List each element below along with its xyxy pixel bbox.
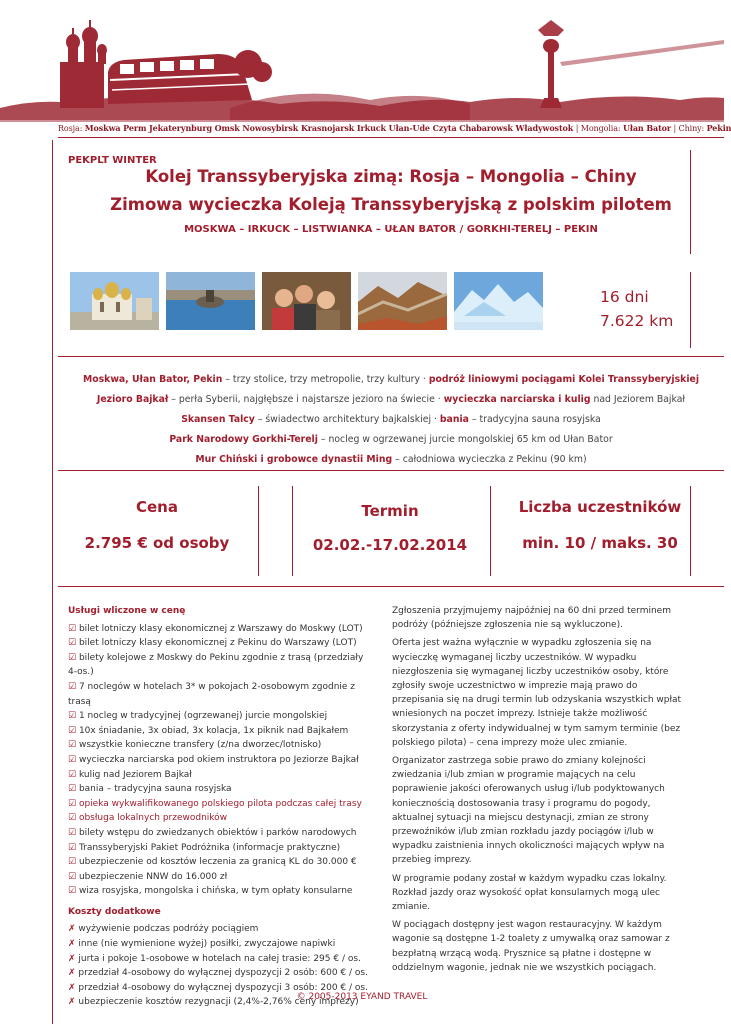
checkbox-icon: ☑	[68, 784, 77, 795]
footer-copyright: © 2005-2013 EYAND TRAVEL	[296, 992, 428, 1002]
included-item-text: bilety kolejowe z Moskwy do Pekinu zgodnie z trasą (przedziały 4-os.)	[68, 652, 364, 678]
services-column	[68, 604, 368, 1010]
terms-paragraph: Organizator zastrzega sobie prawo do zmiany kolejności zwiedzania i/lub zmian w programie mających na celu poprawienie jakości oferowanych usług i/lub podyktowanych koniecznością dostosowania trasy i programu do pogody, aktualnej sytuacji na miejscu destynacji, zmian ze strony przewoźników i/lub zmian rozkładu jazdy pociągów i/lub w wypadku zaistnienia innych okoliczności mających wpływ na przebieg imprezy.	[392, 756, 665, 866]
extra-cost-item	[68, 966, 368, 981]
highlight-text: podróż liniowymi pociągami Kolei Transsyberyjskiej	[428, 374, 700, 385]
included-item-text: ubezpieczenie NNW do 16.000 zł	[78, 871, 228, 882]
photo-baikal-ice	[454, 272, 543, 330]
route-label-mongolia: Mongolia:	[580, 124, 621, 133]
included-item-text: opieka wykwalifikowanego polskiego pilota podczas całej trasy	[78, 798, 362, 809]
tour-code: PEKPLT WINTER	[68, 155, 157, 166]
divider	[58, 470, 724, 471]
divider	[258, 486, 259, 576]
divider	[490, 486, 491, 576]
route-label-china: Chiny:	[678, 124, 705, 133]
terms-paragraph: Zgłoszenia przyjmujemy najpóźniej na 60 dni przed terminem podróży (późniejsze zgłoszenia nie są wykluczone).	[392, 606, 671, 631]
route-cities-mongolia: Ułan Bator	[622, 123, 672, 133]
checkbox-icon: ☑	[68, 798, 77, 809]
included-item	[68, 826, 368, 841]
included-item-text: wiza rosyjska, mongolska i chińska, w tym opłaty konsularne	[78, 886, 353, 897]
included-item-text: bania – tradycyjna sauna rosyjska	[78, 784, 232, 795]
included-item-text: ubezpieczenie od kosztów leczenia za granicą KL do 30.000 €	[78, 857, 357, 868]
included-item	[68, 680, 368, 709]
highlight-text: – trzy stolice, trzy metropolie, trzy kultury ·	[222, 374, 429, 385]
highlight-text: wycieczka narciarska i kulig	[443, 394, 591, 405]
route-cities-china: Pekin	[706, 123, 731, 133]
trip-distance: 7.622 km	[600, 312, 674, 330]
highlight-item	[58, 430, 724, 450]
cross-icon: ✗	[68, 953, 76, 964]
extra-costs-heading: Koszty dodatkowe	[68, 906, 161, 917]
checkbox-icon: ☑	[68, 842, 77, 853]
checkbox-icon: ☑	[68, 623, 77, 634]
cross-icon: ✗	[68, 924, 76, 935]
checkbox-icon: ☑	[68, 886, 77, 897]
checkbox-icon: ☑	[68, 652, 77, 663]
cross-icon: ✗	[68, 982, 76, 993]
included-list	[68, 622, 368, 899]
divider	[292, 486, 293, 576]
terms-paragraph: Oferta jest ważna wyłącznie w wypadku zgłoszenia się na wycieczkę wymaganej liczby uczestników. W wypadku niezgłoszenia się wymaganej liczby uczestników osoby, które zgłosiły swoje uczestnictwo w imprezie mają prawo do przepisania się na drugi termin lub odzyskania wszystkich wpłat wniesionych na poczet imprezy. Istnieje także możliwość skorzystania z oferty indywidualnej w tym samym terminie (bez polskiego pilota) – cena imprezy może ulec zmianie.	[392, 638, 682, 748]
photo-great-wall	[358, 272, 447, 330]
route-label-russia: Rosja:	[58, 124, 83, 133]
cross-icon: ✗	[68, 968, 76, 979]
checkbox-icon: ☑	[68, 827, 77, 838]
included-item	[68, 738, 368, 753]
page-subtitle: Zimowa wycieczka Koleją Transsyberyjską z polskim pilotem	[110, 195, 672, 214]
route-separator: |	[575, 124, 579, 133]
included-item-text: 1 nocleg w tradycyjnej (ogrzewanej) jurcie mongolskiej	[78, 711, 328, 722]
left-margin-line	[52, 140, 53, 1024]
route-summary: MOSKWA – IRKUCK – LISTWIANKA – UŁAN BATOR / GORKHI-TERELJ – PEKIN	[184, 224, 598, 235]
extra-cost-text: inne (nie wymienione wyżej) posiłki, zwyczajowe napiwki	[78, 939, 336, 950]
checkbox-icon: ☑	[68, 725, 77, 736]
highlight-text: – perła Syberii, najgłębsze i najstarsze jezioro na świecie ·	[168, 394, 444, 405]
included-item-text: bilet lotniczy klasy ekonomicznej z Warszawy do Moskwy (LOT)	[78, 623, 363, 634]
terms-column	[392, 604, 690, 979]
included-item-text: Transsyberyjski Pakiet Podróżnika (informacje praktyczne)	[78, 842, 341, 853]
route-cities-russia: Moskwa Perm Jekaterynburg Omsk Nowosybirsk Krasnojarsk Irkuck Ułan-Ude Czyta Chabarowsk Władywostok	[84, 123, 574, 133]
photo-travellers	[262, 272, 351, 330]
page-title: Kolej Transsyberyjska zimą: Rosja – Mongolia – Chiny	[145, 167, 637, 186]
included-item	[68, 884, 368, 899]
price-value: 2.795 € od osoby	[84, 534, 230, 552]
highlight-text: Moskwa, Ułan Bator, Pekin	[82, 374, 223, 385]
checkbox-icon: ☑	[68, 871, 77, 882]
divider	[690, 272, 691, 348]
included-item	[68, 841, 368, 856]
included-item	[68, 782, 368, 797]
included-item	[68, 636, 368, 651]
cross-icon: ✗	[68, 997, 76, 1008]
included-item-text: 7 noclegów w hotelach 3* w pokojach 2-osobowym zgodnie z trasą	[68, 681, 356, 707]
included-item	[68, 651, 368, 680]
highlight-text: – tradycyjna sauna rosyjska	[468, 414, 601, 425]
extra-cost-item	[68, 937, 368, 952]
extra-cost-item	[68, 922, 368, 937]
included-item-text: obsługa lokalnych przewodników	[78, 813, 228, 824]
highlight-item	[58, 410, 724, 430]
price-box	[58, 486, 256, 576]
extra-cost-text: wyżywienie podczas podróży pociągiem	[78, 924, 259, 935]
highlight-text: – świadectwo architektury bajkalskiej ·	[254, 414, 440, 425]
included-item	[68, 870, 368, 885]
trip-stats	[600, 285, 673, 333]
route-separator: |	[673, 124, 677, 133]
extra-cost-text: ubezpieczenie kosztów rezygnacji (2,4%-2,76% ceny imprezy)	[78, 997, 359, 1008]
checkbox-icon: ☑	[68, 813, 77, 824]
included-item	[68, 709, 368, 724]
banner-illustration	[0, 0, 724, 122]
checkbox-icon: ☑	[68, 638, 77, 649]
cross-icon: ✗	[68, 939, 76, 950]
included-item-text: bilety wstępu do zwiedzanych obiektów i parków narodowych	[78, 827, 357, 838]
extra-cost-text: przedział 4-osobowy do wyłącznej dyspozycji 3 osób: 200 € / os.	[78, 982, 368, 993]
photo-kremlin-cathedral	[70, 272, 159, 330]
highlight-text: Skansen Talcy	[181, 414, 255, 425]
checkbox-icon: ☑	[68, 681, 77, 692]
terms-paragraph: W programie podany został w każdym wypadku czas lokalny. Rozkład jazdy oraz wysokość opłat konsularnych mogą ulec zmianie.	[392, 873, 667, 913]
included-item-text: bilet lotniczy klasy ekonomicznej z Pekinu do Warszawy (LOT)	[78, 638, 357, 649]
date-box	[292, 486, 488, 576]
divider	[58, 586, 724, 587]
divider	[58, 356, 724, 357]
date-label: Termin	[361, 502, 419, 520]
group-size-label: Liczba uczestników	[518, 498, 682, 516]
divider	[690, 486, 691, 576]
checkbox-icon: ☑	[68, 711, 77, 722]
highlight-item	[58, 370, 724, 390]
highlight-item	[58, 390, 724, 410]
included-item	[68, 811, 368, 826]
checkbox-icon: ☑	[68, 857, 77, 868]
extra-cost-item	[68, 952, 368, 967]
included-item	[68, 855, 368, 870]
included-item-text: 10x śniadanie, 3x obiad, 3x kolacja, 1x piknik nad Bajkałem	[78, 725, 349, 736]
terms-paragraph: W pociągach dostępny jest wagon restauracyjny. W każdym wagonie są dostępne 1-2 toalety z umywalką oraz samowar z bezpłatną wrzącą wodą. Prysznice są płatne i dostępne w oddzielnym wagonie, jednak nie we wszystkich pociągach.	[392, 920, 670, 973]
included-item-text: wszystkie konieczne transfery (z/na dworzec/lotnisko)	[78, 740, 322, 751]
highlights-list	[58, 370, 724, 470]
included-item	[68, 724, 368, 739]
included-item-text: kulig nad Jeziorem Bajkał	[78, 769, 192, 780]
price-label: Cena	[136, 498, 178, 516]
highlight-text: – całodniowa wycieczka z Pekinu (90 km)	[392, 454, 587, 465]
checkbox-icon: ☑	[68, 740, 77, 751]
photo-lake-baikal	[166, 272, 255, 330]
extra-cost-text: jurta i pokoje 1-osobowe w hotelach na całej trasie: 295 € / os.	[78, 953, 361, 964]
included-item	[68, 768, 368, 783]
checkbox-icon: ☑	[68, 754, 77, 765]
route-bar	[58, 123, 731, 133]
included-item	[68, 753, 368, 768]
included-heading: Usługi wliczone w cenę	[68, 606, 186, 616]
extra-cost-text: przedział 4-osobowy do wyłącznej dyspozycji 2 osób: 600 € / os.	[78, 968, 368, 979]
included-item-text: wycieczka narciarska pod okiem instruktora po Jeziorze Bajkał	[78, 754, 359, 765]
highlight-text: nad Jeziorem Bajkał	[590, 394, 686, 405]
divider	[690, 150, 691, 254]
date-value: 02.02.-17.02.2014	[312, 536, 468, 554]
included-item	[68, 797, 368, 812]
highlight-text: bania	[439, 414, 469, 425]
trip-duration: 16 dni	[600, 288, 649, 306]
highlight-item	[58, 450, 724, 470]
highlight-text: – nocleg w ogrzewanej jurcie mongolskiej 65 km od Ułan Bator	[317, 434, 613, 445]
highlight-text: Jezioro Bajkał	[96, 394, 169, 405]
header-section	[58, 137, 724, 255]
group-size-value: min. 10 / maks. 30	[522, 534, 678, 552]
group-size-box	[510, 486, 690, 576]
checkbox-icon: ☑	[68, 769, 77, 780]
included-item	[68, 622, 368, 637]
highlight-text: Mur Chiński i grobowce dynastii Ming	[195, 454, 393, 465]
highlight-text: Park Narodowy Gorkhi-Terelj	[169, 434, 318, 445]
